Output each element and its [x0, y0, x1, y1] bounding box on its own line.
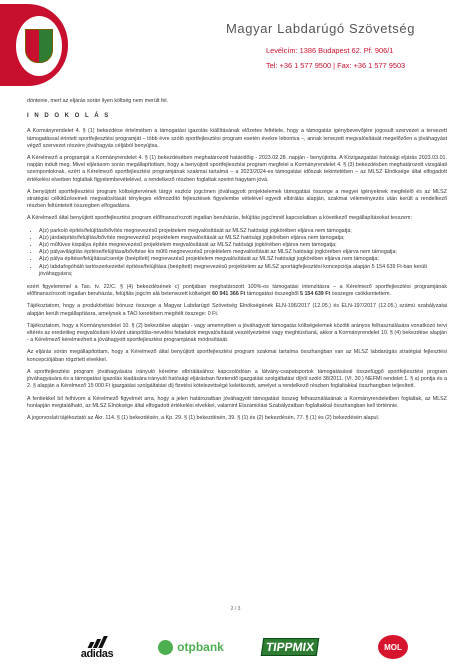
mlsz-crest-logo: [0, 4, 68, 86]
paragraph-5-text-c: támogatási összegből: [245, 291, 300, 298]
tippmix-logo: [258, 632, 322, 662]
paragraph-6: Tájékoztatom, hogy a produktivitási bónusz összege a Magyar Labdarúgó Szövetség Elnökségének ELN-196/2017 (12.05.) és ELN-197/2017 (12.05.) számú szabályzatai alapján került megállapításra, amelynek a TAO keretében megítélt összege: 0 Ft.: [27, 303, 447, 317]
adidas-stripes-icon: [89, 635, 105, 648]
adidas-logo: [67, 632, 127, 662]
otpbank-logo: [150, 632, 232, 662]
list-item: • A(z) labdafogóháló tartószerkezettel építése/felújítása (beépített) megnevezésű projektelem az MLSZ sportágfejlesztési koncepciója alapján 5 154 639 Ft-ban került jóváhagyásra;: [39, 264, 447, 278]
contact-phone-fax: Tel: +36 1 577 9500 | Fax: +36 1 577 9503: [266, 61, 406, 70]
mol-drop-icon: [378, 635, 408, 659]
paragraph-4: A Kérelmező által benyújtott sportfejlesztési program előfinanszírozott ingatlan beruházás, felújítás jogcímnél kapcsolatban a következő megállapításokat tesszem:: [27, 215, 412, 222]
paragraph-5-text-e: összegre csökkentettem.: [330, 291, 391, 298]
paragraph-9: A sportfejlesztési program jóváhagyására irányuló kérelme elbírálásához kapcsolódóan a látvány-csapatsportok támogatásával összefüggő sportfejlesztési program jóváhagyására és a támogatási igazolás kiadására irányuló hatósági eljárásban fizetendő igazgatási szolgáltatási díjról szóló 38/2011. (VI. 30.) NEFMI rendelet 1. § a) pontja és a 2. § alapján a Kérelmező 15 000 Ft igazgatási szolgáltatási díj fizetési kötelezettségé keletkezett, amelyet a rendelkező részben foglaltakkal összhangban teljesített.: [27, 368, 447, 390]
approved-amount: 5 154 639 Ft: [300, 291, 331, 298]
list-item: • A(z) parkoló építés/felújítás/bővítés megnevezésű projektelem megvalósítását az MLSZ hatósági jogkörében eljárva nem támogatja;: [39, 228, 447, 235]
page-number: 2 / 3: [230, 606, 241, 612]
postal-address: Levélcím: 1386 Budapest 62. Pf. 906/1: [266, 46, 394, 55]
mol-wordmark: MOL: [384, 642, 402, 652]
tippmix-wordmark: TIPPMIX: [261, 638, 320, 656]
document-body: [27, 98, 447, 427]
paragraph-8: Az eljárás során megállapítottam, hogy a Kérelmező által benyújtott sportfejlesztési program szakmai tartalma összhangban van az MLSZ labdarúgás stratégiai fejlesztési koncepciójában rögzített elvekkel.: [27, 349, 447, 363]
paragraph-1: A Kormányrendelet 4. § (1) bekezdése értelmében a támogatási igazolás kiállításának előzetes feltétele, hogy a támogatás igénybevevőjére jogosult szervezet a tervezett támogatással érintett sportfejlesztési programját – több évre szóló sportfejlesztési program esetén évekre lebontva –, annak tervezett megvalósítását megelőzően a jóváhagyást végző szervezet részére jóváhagyás céljából benyújtsa.: [27, 128, 447, 149]
intro-line: döntenie, mert az eljárás során ilyen költség nem merült fel.: [27, 98, 169, 104]
list-item: • A(z) műfüves kispálya építés megnevezésű projektelem megvalósítását az MLSZ hatósági jogkörében eljárva nem támogatja;: [39, 242, 447, 249]
paragraph-2: A Kérelmező a programját a Kormányrendelet 4. § (1) bekezdésében meghatározott határidőig - 2023.02.28. napján - benyújtotta. A Közigazgatási hatósági eljárás 2023.03.01. napján indult meg. Mivel eljárásom során megállapítottam, hogy a benyújtott sportfejlesztési program megfelel a Kormányrendelet 4. § (3) bekezdésben meghatározott vizsgálati szempontoknak, ezért a Kérelmező sportfejlesztési programjának szakmai tartalmá – a 2023/2024-es támogatási időszak tekintetében – az MLSZ Elnöksége által elfogadott értékelési elveiben foglaltak figyelembevételével, a rendelkező részben foglaltak szerint hagytam jóvá.: [27, 155, 447, 183]
list-item: • A(z) pályavilágítás építése/felújítása/bővítése kis műfű megnevezésű projektelem megvalósítását az MLSZ hatósági jogkörében eljárva nem támogatja;: [39, 249, 447, 256]
paragraph-5: [27, 284, 447, 298]
letterhead: [0, 0, 471, 88]
list-item: • A(z) pálya építése/felújítása/cseréje (beépített) megnevezésű projektelem megvalósítását az MLSZ hatósági jogkörében eljárva nem támogatja;: [39, 256, 447, 263]
shield-icon: [25, 29, 53, 63]
otpbank-wordmark: otpbank: [177, 640, 224, 654]
project-element-list: [27, 228, 447, 278]
mol-logo: [373, 632, 413, 662]
paragraph-11: A jogorvoslati tájékoztató az Ákr. 114. § (1) bekezdésén, a Kp. 29. § (1) bekezdésén, 39. § (1) és (2) bekezdésén, 77. § (1) és (2) bekezdésén alapul.: [27, 414, 380, 421]
sponsor-bar: [0, 620, 471, 667]
paragraph-5-text-a: ezért figyelemmel a Tao. tv. 22/C. § (4) bekezdésének c) pontjában meghatározott 100%-os támogatási intenzitásra – a Kérelmező sportfejlesztési programjának előfinanszírozott ingatlan beruházás, felújítás jogcím alá betervezett költségét: [27, 284, 447, 298]
organization-name: Magyar Labdarúgó Szövetség: [226, 21, 416, 36]
crest-emblem: [14, 14, 64, 78]
section-title: I N D O K O L Á S: [27, 113, 111, 120]
paragraph-10: A fentiekkel bíl felhívom a Kérelmező figyelmét arra, hogy a jelen határozatban jóváhagyott támogatási összeg felhasználásának a Kormányrendeletben foglaltak, az MLSZ honlapján megtalálható, az MLSZ Elnöksége által elfogadott értékelési elvekkel, valamint Elszámolási Szabályzatban foglaltakkal összhangban kell történnie.: [27, 395, 447, 409]
paragraph-3: A benyújtott sportfejlesztési program költségtervének tárgyi eszköz jogcímen jóváhagyott projektelemek támogatási összege a megyei igényeknek megfelelő és az MLSZ stratégiai célkitűzéseinek megvalósítását tényleges előmozdító fejlesztések figyelembe vételével egyedi elbírálás alapján, szakmai véleményezés után került a rendelkező részben feltüntetett összegben elfogadásra.: [27, 188, 447, 210]
list-item: • A(z) járdaépítés/felújítás/bővítés megnevezésű projektelem megvalósítását az MLSZ hatósági jogkörében eljárva nem támogatja;: [39, 235, 447, 242]
paragraph-7: Tájékoztatom, hogy a Kormányrendelet 10. § (2) bekezdése alapján - vagy amennyiben a jóváhagyott támogatás költségelemek közötti arányos felhasználására vonatkozó tervi eltérés az eredetileg megvalósítani kívánt utánpótlás-nevelési feladatok megvalósítását veszélyeztetné vagy meghiúsítaná, akkor a Kormányrendelet 10. § (4) bekezdése alapján - a Kérelmező kérelmezheti a jóváhagyott sportfejlesztési programjának módosítását.: [27, 322, 447, 344]
original-amount: 60 941 366 Ft: [212, 291, 246, 298]
adidas-wordmark: adidas: [80, 647, 114, 660]
otp-dot-icon: [158, 640, 173, 655]
